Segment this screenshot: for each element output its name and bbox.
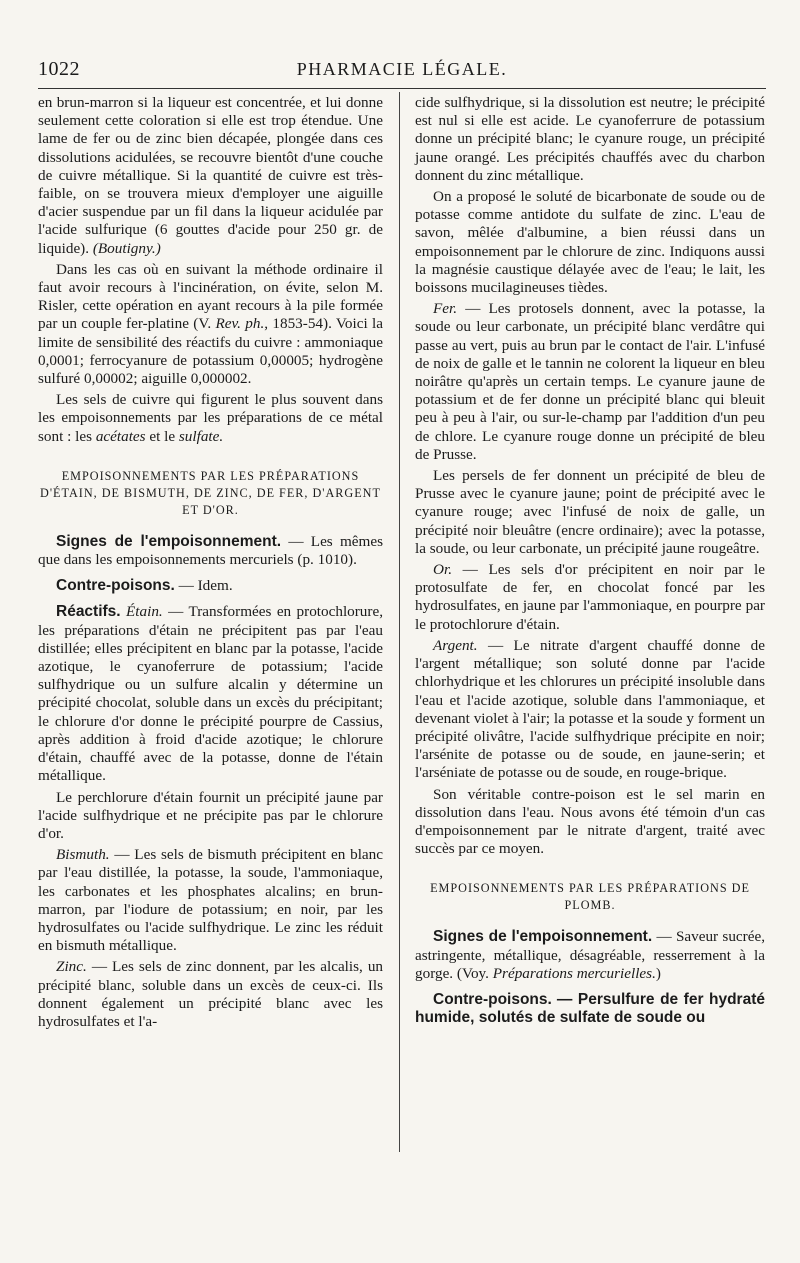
paragraph: Réactifs. Étain. — Transformées en protochlorure, les préparations d'étain ne précipitent pas par l'eau distillée; elles précipitent en blanc par la potasse, l'acide azotique, le cyanoferrure de potassium; l'acide sulfhydrique ou un sulfure alcalin y détermine un précipité chocolat, soluble dans un excès du précipitant; le chlorure d'or donne le précipité pourpre de Cassius, après addition à froid d'acide azotique; le chlorure d'étain, chauffé avec de la potasse, donne de l'étain métallique. xyxy=(38,603,384,785)
paragraph: On a proposé le soluté de bicarbonate de soude ou de potasse comme antidote du sulfate de zinc. L'eau de savon, mêlée d'albumine, a bien réussi dans un empoisonnement par le chlorure de zinc. Indiquons aussi la magnésie caustique délayée avec de l'eau; le lait, les boissons mucilagineuses tièdes. xyxy=(415,188,765,297)
run-in-heading: Réactifs. xyxy=(56,603,121,621)
paragraph: Dans les cas où en suivant la méthode ordinaire il faut avoir recours à l'incinération, on évite, selon M. Risler, cette opération en ayant recours à la pile formée par un couple fer-platine (V. Rev. ph., 1853-54). Voici la limite de sensibilité des réactifs du cuivre : ammoniaque 0,0001; ferrocyanure de potassium 0,00005; hydrogène sulfuré 0,00002; aiguille 0,000002. xyxy=(38,260,383,388)
right-column xyxy=(415,94,765,1027)
paragraph: Contre-poisons. — Idem. xyxy=(56,577,233,595)
page-number: 1022 xyxy=(38,58,80,80)
section-heading: EMPOISONNEMENTS PAR LES PRÉPARATIONS DE PLOMB. xyxy=(430,881,750,913)
run-in-heading: Signes de l'empoisonnement. xyxy=(56,532,282,550)
column-divider xyxy=(399,92,400,1152)
paragraph: Signes de l'empoisonnement. — Saveur sucrée, astringente, métallique, désagréable, resserrement à la gorge. (Voy. Préparations mercurielles.) xyxy=(415,928,765,982)
paragraph: Zinc. — Les sels de zinc donnent, par les alcalis, un précipité blanc, soluble dans un excès de ceux-ci. Ils donnent également un précipité blanc avec les hydrosulfates et l'a- xyxy=(38,958,384,1030)
paragraph: en brun-marron si la liqueur est concentrée, et lui donne seulement cette coloration si elle est trop étendue. Une lame de fer ou de zinc bien décapée, plongée dans ces dissolutions acidulées, se recouvre bientôt d'une couche de cuivre métallique. Si la quantité de cuivre est très-faible, on se trouvera mieux d'employer une aiguille d'acier suspendue par un fil dans la liqueur acidulée par l'acide sulfurique (6 gouttes d'acide pour 250 gr. de liquide). (Boutigny.) xyxy=(38,94,383,257)
run-in-heading: Contre-poisons. xyxy=(56,577,175,595)
citation: Rev. ph. xyxy=(215,315,265,333)
header-rule xyxy=(38,88,766,89)
run-in-heading: Contre-poisons. xyxy=(433,990,552,1008)
paragraph: Les sels de cuivre qui figurent le plus souvent dans les empoisonnements par les préparations de ce métal sont : les acétates et le sulfate. xyxy=(38,391,383,445)
paragraph: Signes de l'empoisonnement. — Les mêmes que dans les empoisonnements mercuriels (p. 1010). xyxy=(38,532,383,569)
paragraph: Les persels de fer donnent un précipité de bleu de Prusse avec le cyanure jaune; point de précipité avec le cyanure rouge; avec l'infusé de noix de galle, un précipité noir bleuâtre (encre ordinaire); avec la potasse, la soude, ou leur carbonate, un précipité jaune rougeâtre. xyxy=(415,467,765,557)
paragraph: Or. — Les sels d'or précipitent en noir par le protosulfate de fer, en chocolat foncé par les hydrosulfates, en jaune par l'ammoniaque, en pourpre par le protochlorure d'étain. xyxy=(415,561,765,633)
paragraph: Le perchlorure d'étain fournit un précipité jaune par l'acide sulfhydrique et ne précipite pas par le chlorure d'or. xyxy=(38,788,383,842)
paragraph: Son véritable contre-poison est le sel marin en dissolution dans l'eau. Nous avons été témoin d'un cas d'empoisonnement par le nitrate d'argent, traité avec succès par ce moyen. xyxy=(415,785,765,858)
left-column xyxy=(38,94,383,1031)
page-header xyxy=(38,58,766,84)
paragraph: cide sulfhydrique, si la dissolution est neutre; le précipité est nul si elle est acide. Le cyanoferrure de potassium donne un précipité blanc; le cyanure rouge, un précipité jaune orangé. Les précipités chauffés avec du charbon donnent du zinc métallique. xyxy=(415,94,765,184)
section-heading: EMPOISONNEMENTS PAR LES PRÉPARATIONS D'ÉTAIN, DE BISMUTH, DE ZINC, DE FER, D'ARGENT ET D'OR. xyxy=(40,468,381,517)
run-in-heading: Signes de l'empoisonnement. xyxy=(433,928,653,946)
running-title: PHARMACIE LÉGALE. xyxy=(296,59,508,79)
citation: (Boutigny.) xyxy=(92,239,161,257)
paragraph: Contre-poisons. — Persulfure de fer hydraté humide, solutés de sulfate de soude ou xyxy=(415,990,765,1027)
paragraph: Argent. — Le nitrate d'argent chauffé donne de l'argent métallique; son soluté donne par l'acide chlorhydrique et les chlorures un précipité insoluble dans l'eau et l'acide azotique, soluble dans l'ammoniaque, et devenant violet à l'air; la potasse et la soude y forment un précipité olivâtre, l'acide sulfhydrique précipite en noir; l'arsénite de potasse ou de soude, en jaune-serin; et l'arséniate de potasse ou de soude, en rouge-brique. xyxy=(415,636,766,782)
paragraph: Bismuth. — Les sels de bismuth précipitent en blanc par l'eau distillée, la potasse, la soude, l'ammoniaque, les carbonates et les phosphates alcalins; en brun-marron, par l'iodure de potassium; en noir, par les hydrosulfates ou l'acide sulfhydrique. Le zinc les réduit en bismuth métallique. xyxy=(38,846,384,955)
paragraph: Fer. — Les protosels donnent, avec la potasse, la soude ou leur carbonate, un précipité blanc verdâtre qui passe au vert, puis au brun par le contact de l'air. L'infusé de noix de galle et le tannin ne colorent la liqueur en bleu noirâtre qu'après un certain temps. Le cyanure jaune de potassium et de fer donne un précipité blanc qui bleuit peu à peu à l'air, ou sur-le-champ par l'addition d'un peu de chlore. Le cyanure rouge donne un précipité de bleu de Prusse. xyxy=(415,300,766,463)
